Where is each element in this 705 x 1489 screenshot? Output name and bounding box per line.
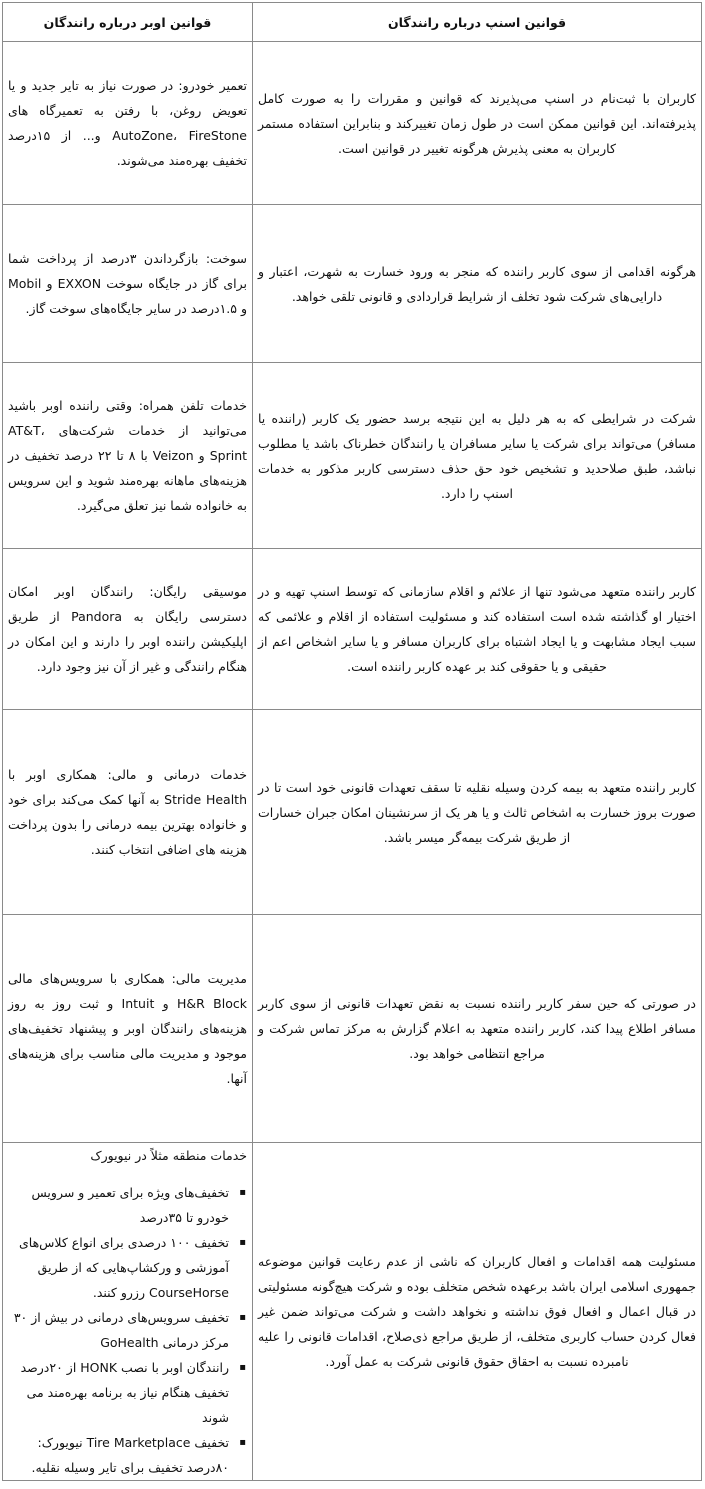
list-item: ▪ تخفیف Tire Marketplace نیویورک: ۸۰درصد تخفیف برای تایر وسیله نقلیه.: [8, 1430, 233, 1480]
rules-comparison-table: [2, 2, 702, 1481]
uber-rule-cell: خدمات درمانی و مالی: همکاری اوبر با Stride Health به آنها کمک می‌کند برای خود و خانواده بهترین بیمه درمانی را بدون پرداخت هزینه های اضافی انتخاب کنند.: [3, 710, 253, 915]
table-row: [3, 549, 702, 710]
snapp-rule-cell: کاربر راننده متعهد به بیمه کردن وسیله نقلیه تا سقف تعهدات قانونی خود است تا در صورت بروز خسارت به اشخاص ثالث و یا هر یک از سرنشینان امکان جبران خسارات از طریق شرکت بیمه‌گر میسر باشد.: [253, 710, 702, 915]
snapp-rule-cell: مسئولیت همه اقدامات و افعال کاربران که ناشی از عدم رعایت قوانین موضوعه جمهوری اسلامی ایران باشد برعهده شخص متخلف بوده و شرکت هیچ‌گونه مسئولیتی در قبال اعمال و افعال فوق نداشته و نخواهد داشت و شرکت می‌تواند ضمن غیر فعال کردن حساب کاربری متخلف، از طریق مراجع ذی‌صلاح، اقدامات قانونی را علیه نامبرده نسبت به احقاق حقوق قانونی شرکت به عمل آورد.: [253, 1143, 702, 1481]
uber-rule-cell: مدیریت مالی: همکاری با سرویس‌های مالی H&R Block و Intuit و ثبت روز به روز هزینه‌های رانندگان اوبر و پیشنهاد تخفیف‌های موجود و مدیریت مالی مناسب برای هزینه‌های آنها.: [3, 915, 253, 1143]
list-item: ▪ تخفیف ۱۰۰ درصدی برای انواع کلاس‌های آموزشی و ورکشاپ‌هایی که از طریق CourseHorse رزرو کنند.: [8, 1230, 233, 1305]
table-row: [3, 710, 702, 915]
list-item: ▪ رانندگان اوبر با نصب HONK از ۲۰درصد تخفیف هنگام نیاز به برنامه بهره‌مند می شوند: [8, 1355, 233, 1430]
table-row: [3, 363, 702, 549]
regional-services-list: [8, 1180, 247, 1480]
snapp-rule-cell: شرکت در شرایطی که به هر دلیل به این نتیجه برسد حضور یک کاربر (راننده یا مسافر) می‌تواند برای شرکت یا سایر مسافران یا رانندگان خطرناک باشد یا مطلوب نباشد، طبق صلاحدید و تشخیص خود حق حذف دسترسی کاربر مذکور به خدمات اسنپ را دارد.: [253, 363, 702, 549]
table-row: [3, 42, 702, 205]
snapp-rule-cell: کاربر راننده متعهد می‌شود تنها از علائم و اقلام سازمانی که توسط اسنپ تهیه و در اختیار او گذاشته شده است استفاده کند و مسئولیت استفاده از اقلام و علائمی که سبب ایجاد مشابهت و یا ایجاد اشتباه برای کاربران مسافر و یا سایر اشخاص اعم از حقیقی و یا حقوقی کند بر عهده کاربر راننده است.: [253, 549, 702, 710]
snapp-rule-cell: کاربران با ثبت‌نام در اسنپ می‌پذیرند که قوانین و مقررات را به صورت کامل پذیرفته‌اند. این قوانین ممکن است در طول زمان تغییرکند و بنابراین استفاده مستمر کاربران به معنی پذیرش هرگونه تغییر در قوانین است.: [253, 42, 702, 205]
list-item: ▪ تخفیف سرویس‌های درمانی در بیش از ۳۰ مرکز درمانی GoHealth: [8, 1305, 233, 1355]
uber-regional-services-cell: [3, 1143, 253, 1481]
table-row: [3, 205, 702, 363]
uber-rule-cell: سوخت: بازگرداندن ۳درصد از پرداخت شما برای گاز در جایگاه سوخت EXXON و Mobil و ۱.۵درصد در سایر جایگاه‌های سوخت گاز.: [3, 205, 253, 363]
uber-rules-header: قوانین اوبر درباره رانندگان: [3, 3, 253, 42]
snapp-rule-cell: هرگونه اقدامی از سوی کاربر راننده که منجر به ورود خسارت به شهرت، اعتبار و دارایی‌های شرکت شود تخلف از شرایط قراردادی و قانونی تلقی خواهد.: [253, 205, 702, 363]
uber-rule-cell: خدمات تلفن همراه: وقتی راننده اوبر باشید می‌توانید از خدمات شرکت‌های AT&T، Sprint و Veizon با ۸ تا ۲۲ درصد تخفیف در هزینه‌های ماهانه بهره‌مند شوید و این سرویس به خانواده شما نیز تعلق می‌گیرد.: [3, 363, 253, 549]
snapp-rules-header: قوانین اسنپ درباره رانندگان: [253, 3, 702, 42]
uber-rule-cell: موسیقی رایگان: رانندگان اوبر امکان دسترسی رایگان به Pandora از طریق اپلیکیشن راننده اوبر را دارند و این امکان در هنگام رانندگی و غیر از آن نیز وجود دارد.: [3, 549, 253, 710]
table-row: [3, 915, 702, 1143]
snapp-rule-cell: در صورتی که حین سفر کاربر راننده نسبت به نقض تعهدات قانونی از سوی کاربر مسافر اطلاع پیدا کند، کاربر راننده متعهد به اعلام گزارش به مرکز تماس شرکت و مراجع انتظامی خواهد بود.: [253, 915, 702, 1143]
table-row: [3, 1143, 702, 1481]
table-header-row: [3, 3, 702, 42]
list-item: ▪ تخفیف‌های ویژه برای تعمیر و سرویس خودرو تا ۳۵درصد: [8, 1180, 233, 1230]
uber-rule-cell: تعمیر خودرو: در صورت نیاز به تایر جدید و یا تعویض روغن، با رفتن به تعمیرگاه های AutoZone، FireStone و... از ۱۵درصد تخفیف بهره‌مند می‌شوند.: [3, 42, 253, 205]
regional-services-heading: خدمات منطقه مثلاً در نیویورک: [90, 1148, 247, 1163]
